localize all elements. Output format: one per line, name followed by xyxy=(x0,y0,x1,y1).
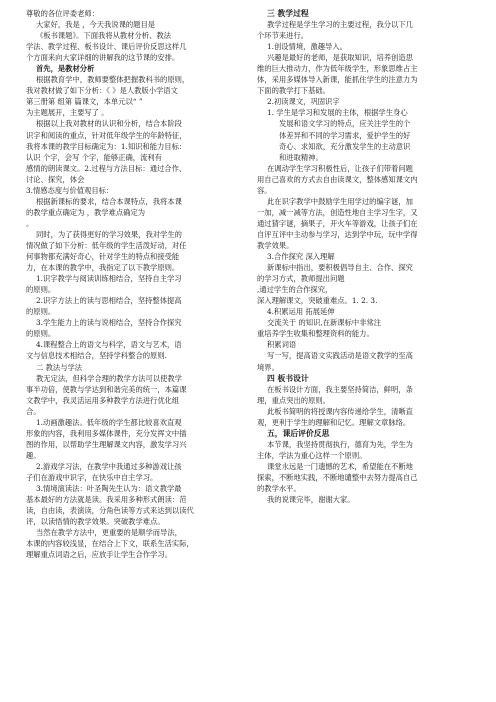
text-line: 文与信息技术相结合，坚持学科整合的原则. xyxy=(26,351,167,361)
text-line: 2.识字方法上的读与思相结合，坚持整体提高 xyxy=(36,296,182,306)
text-line: 自评互评中主动参与学习，达到学中玩，玩中学得 xyxy=(257,229,418,239)
greeting-line: 尊敬的各位评委老师： xyxy=(26,9,99,18)
text-line: 理解重点词语之后，应放手让学生合作学习。 xyxy=(26,550,172,560)
list-item-continuation: 发展和语文学习的特点，应关注学生的个 xyxy=(279,119,411,129)
text-line: 感情的朗读课文。2.过程与方法目标：通过合作、 xyxy=(26,163,187,173)
list-item-continuation: 体差异和不同的学习需求，爱护学生的好 xyxy=(279,130,411,140)
text-line: 的原则。 xyxy=(26,285,56,295)
text-line: 评，以读悟情的教学效果。突破教学难点。 xyxy=(26,517,165,527)
text-line: 。 xyxy=(26,218,34,228)
text-line: 同时，为了获得更好的学习效果，我对学生的 xyxy=(36,229,182,239)
text-line: 的原则。 xyxy=(26,307,56,317)
text-line: 4.积累运用 拓展延伸 xyxy=(267,307,335,317)
text-line: 2.初读课文，巩固识字 xyxy=(267,97,340,107)
left-column xyxy=(26,8,248,560)
text-line: 教学效果。 xyxy=(257,240,294,250)
text-line: 我对教材做了如下分析：《 》是人教版小学语文 xyxy=(26,86,178,96)
text-line: 4.课程整合上的语文与科学，语文与艺术，语 xyxy=(36,340,182,350)
text-line: 本节课，我坚持贯彻执行，德育为先，学生为 xyxy=(267,439,413,449)
text-line: 1.创设情境，激趣导入。 xyxy=(267,42,347,52)
text-line: 为主题展开，主要写了 。 xyxy=(26,108,109,118)
text-line: 容。 xyxy=(257,185,272,195)
text-line: 一加，减一减等方法，创造性地自主学习生字，又 xyxy=(257,207,418,217)
text-line: 识字和阅读的重点，针对低年级学生的年龄特征， xyxy=(26,130,187,140)
text-line: 此板书简明的将授课内容传递给学生，清晰直 xyxy=(267,406,413,416)
closing-line: 我的说课完毕，谢谢大家。 xyxy=(267,495,355,505)
text-line: 认识 个字，会写 个字，能够正确，流利有 xyxy=(26,152,162,162)
text-line: 个方面来向大家详细的讲解我的这节课的安排。 xyxy=(26,53,180,63)
text-line: 根据以上我对教材的认识和分析，结合本阶段 xyxy=(36,119,182,129)
text-line: 此在识字教学中鼓励学生用学过的编字谜，加 xyxy=(267,196,413,206)
text-line: 用自己喜欢的方式去自由读课文，整体感知课文内 xyxy=(257,174,418,184)
text-line: 个环节来进行。 xyxy=(257,31,309,41)
section-heading-methods: 二 教法与学法 xyxy=(36,362,83,372)
text-line: 3.情境演读法：叶圣陶先生认为：语文教学最 xyxy=(36,484,182,494)
text-line: 深入理解课文，突破重难点。1. 2. 3. xyxy=(257,296,378,306)
text-line: 观，更利于学生的理解和记忆。理解文章脉络。 xyxy=(257,417,411,427)
text-line: 教无定法，但科学合理的教学方法可以使教学 xyxy=(36,373,182,383)
text-line: ,通过学生的合作探究， xyxy=(257,285,333,295)
text-line: 学法、教学过程、板书设计、课后评价反思这样几 xyxy=(26,42,187,52)
text-line: 事半功倍，使教与学达到和谐完美的统一，本篇课 xyxy=(26,384,187,394)
text-line: 的原则。 xyxy=(26,329,56,339)
text-line: 在调动学生学习积极性后，让孩子们带着问题 xyxy=(267,163,413,173)
text-line: 交流关于 的知识,在新课标中非常注 xyxy=(267,318,382,328)
text-line: 探索，不断地实践，不断地谴整中去努力提高自己 xyxy=(257,472,418,482)
text-line: 主体，学法为重心这样一个原则。 xyxy=(257,450,367,460)
right-column xyxy=(257,8,473,505)
text-line: 当然在教学方法中，更重要的是顺学而导法， xyxy=(36,528,182,538)
text-line: 文教学中，我灵活运用多种教学方法进行优化组 xyxy=(26,395,180,405)
text-line: 课堂永远是一门遗憾的艺术，希望能在不断地 xyxy=(267,461,413,471)
text-line: 3.合作探究 深入理解 xyxy=(267,252,335,262)
text-line: 第三册第 组第 篇课文，本单元以“ ” xyxy=(26,97,143,107)
text-line: 的教学重点确定为 ，教学难点确定为 xyxy=(26,207,146,217)
text-line: 《板书课题》。下面我将从教材分析、教法 xyxy=(36,31,171,41)
text-line: 子们在游戏中识字，在快乐中自主学习。 xyxy=(26,472,158,482)
text-line: 读，自由读，表演读，分角色读等方式来达到以读代 xyxy=(26,506,194,516)
list-item-continuation: 奇心、求知欲，充分激发学生的主动意识 xyxy=(279,141,411,151)
text-line: 2.游戏学习法，在教学中我通过多种游戏让孩 xyxy=(36,461,182,471)
text-line: 通过猜字谜，摘果子，开火车等游戏，让孩子们在 xyxy=(257,218,418,228)
section-heading-reflection: 五，课后评价反思 xyxy=(267,428,330,438)
list-item-continuation: 和进取精神。 xyxy=(279,152,323,162)
text-line: 写一写，提高语文实践活动是语文教学的至高 xyxy=(267,351,413,361)
text-line: 本课的内容较浅显，在结合上下文，联系生活实际， xyxy=(26,539,194,549)
text-line: 情况做了如下分析：低年级的学生活泼好动，对任 xyxy=(26,240,187,250)
text-line: 基本最好的方法就是读。我采用多种形式朗读：范 xyxy=(26,495,187,505)
text-line: 1.识字教学与阅读训练相结合，坚持自主学习 xyxy=(36,274,182,284)
text-line: 何事物都充满好奇心，针对学生的特点和接受能 xyxy=(26,252,180,262)
text-line: 我将本课的教学目标确定为：1.知识和能力目标： xyxy=(26,141,187,151)
text-line: 根据教育学中，教师要整体把握教科书的原则， xyxy=(36,75,190,85)
text-line: 下面的教学打下基础。 xyxy=(257,86,330,96)
text-line: 体，采用多媒体导入新课，能抓住学生的注意力为 xyxy=(257,75,418,85)
text-line: 教学过程是学生学习的主要过程，我分以下几 xyxy=(267,20,413,30)
text-line: 新课标中指出，要积极倡导自主、合作、探究 xyxy=(267,263,413,273)
text-line: 在板书设计方面，我主要坚持简洁，鲜明，条 xyxy=(267,384,413,394)
text-line: 形象的内容，我利用多媒体课件，充分发挥文中插 xyxy=(26,428,187,438)
text-line: 大家好，我是 ，今天我说课的题目是 xyxy=(36,20,156,30)
text-line: 理，重点突出的原则。 xyxy=(257,395,330,405)
text-line: 维的巨大推动力，作为低年级学生，形象思维占主 xyxy=(257,64,418,74)
section-heading-textbook-analysis: 首先，是教材分析 xyxy=(36,64,95,74)
text-line: 根据新课标的要求，结合本课特点，我将本课 xyxy=(36,196,182,206)
text-line: 3.情感态度与价值观目标： xyxy=(26,185,114,195)
text-line: 图的作用，以帮助学生理解课文内容，激发学习兴 xyxy=(26,439,187,449)
text-line: 的教学水平。 xyxy=(257,484,301,494)
text-line: 境界。 xyxy=(257,362,279,372)
text-line: 的学习方式，教师提出问题 xyxy=(257,274,345,284)
text-line: 合。 xyxy=(26,406,41,416)
text-line: 兴趣是最好的老师，是获取知识，培养创造思 xyxy=(267,53,413,63)
text-line: 讨论、探究，体会 xyxy=(26,174,85,184)
text-line: 趣。 xyxy=(26,450,41,460)
text-line: 积累词语 xyxy=(267,340,297,350)
section-heading-board-design: 四 板书设计 xyxy=(267,373,309,383)
text-line: 3.学生能力上的读与说相结合，坚持合作探究 xyxy=(36,318,182,328)
text-line: 1.动画激趣法。低年级的学生都比较喜欢直观 xyxy=(36,417,182,427)
text-line: 力，在本课的教学中，我指定了以下教学原则。 xyxy=(26,263,180,273)
section-heading-teaching-process: 三 教学过程 xyxy=(267,9,309,18)
list-item: 1. 学生是学习和发展的主体，根据学生身心 xyxy=(267,108,408,118)
text-line: 重培养学生收集和整理资料的能力。 xyxy=(257,329,374,339)
